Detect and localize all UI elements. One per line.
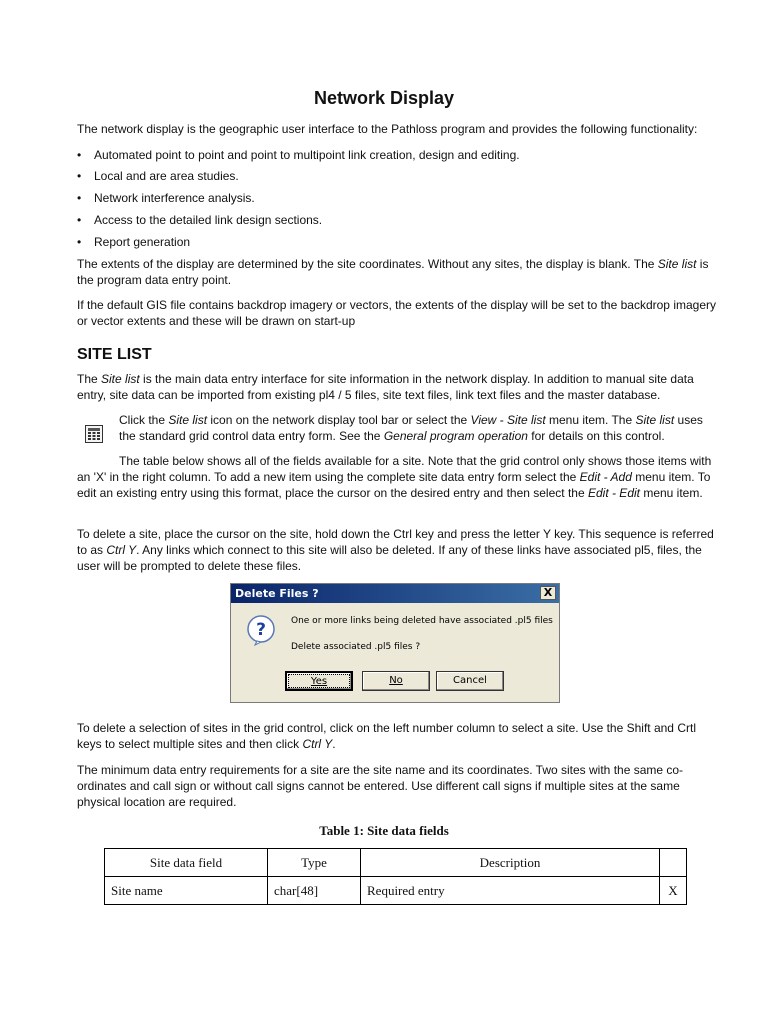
text: To delete a site, place the cursor on the site, hold down the Ctrl key and press the letter Y key. This sequence is referred to as <box>77 527 714 557</box>
dialog-close-button[interactable]: X <box>540 586 556 600</box>
emphasis-text: View - Site list <box>470 413 546 427</box>
bullet-dot: • <box>77 169 82 183</box>
table-header-cell <box>660 849 687 877</box>
bullet-dot: • <box>77 213 82 227</box>
emphasis-text: Ctrl Y <box>106 543 137 557</box>
dialog-title-bar: Delete Files ? <box>231 584 559 603</box>
text: for details on this control. <box>527 429 665 443</box>
text: . <box>332 737 336 751</box>
table-cell: Required entry <box>361 877 660 905</box>
dialog-message-line-2: Delete associated .pl5 files ? <box>291 642 421 652</box>
text: The <box>77 372 102 386</box>
click-paragraph <box>119 412 719 444</box>
bullet-text: Local and are area studies. <box>94 169 239 183</box>
text: menu item. The <box>545 413 636 427</box>
no-button[interactable]: No <box>362 671 430 691</box>
text: . Any links which connect to this site will also be deleted. If any of these links have associated pl5, files, the user will be prompted to delete these files. <box>77 543 702 573</box>
bullet-text: Automated point to point and point to multipoint link creation, design and editing. <box>94 148 520 162</box>
emphasis-text: Site list <box>657 257 697 271</box>
emphasis-text: Edit - Add <box>579 470 632 484</box>
minimum-requirements-paragraph: The minimum data entry requirements for a site are the site name and its coordinates. Two sites with the same co-ordinates and call sign or without call signs cannot be entered. Use different call signs if multiple sites at the same physical location are required. <box>77 763 684 809</box>
site-data-fields-table <box>104 848 687 905</box>
bullet-dot: • <box>77 191 82 205</box>
bullet-dot: • <box>77 235 82 249</box>
text: To delete a selection of sites in the grid control, click on the left number column to select a site. Use the Shift and Crtl keys to select multiple sites and then click <box>77 721 696 751</box>
emphasis-text: Ctrl Y <box>302 737 333 751</box>
table-cell: Site name <box>105 877 268 905</box>
table-header-cell: Type <box>268 849 361 877</box>
bullet-text: Access to the detailed link design sections. <box>94 213 323 227</box>
table-row <box>105 877 687 905</box>
emphasis-text: Site list <box>168 413 208 427</box>
gis-paragraph: If the default GIS file contains backdrop imagery or vectors, the extents of the display will be set to the backdrop imagery or vector extents and these will be drawn on start-up <box>77 298 716 328</box>
question-icon <box>245 614 277 646</box>
text: is the program data entry point. <box>77 257 709 287</box>
table-intro-paragraph <box>77 453 717 501</box>
delete-paragraph <box>77 526 717 574</box>
table-cell: X <box>660 877 687 905</box>
delete-files-dialog <box>230 583 560 703</box>
text: uses the standard grid control data entry form. See the <box>119 413 703 443</box>
bullet-text: Report generation <box>94 235 191 249</box>
text: menu item. <box>640 486 703 500</box>
intro-paragraph: The network display is the geographic user interface to the Pathloss program and provides the following functionality: <box>77 122 698 136</box>
bullet-text: Network interference analysis. <box>94 191 255 205</box>
svg-text:?: ? <box>256 620 266 640</box>
emphasis-text: Site list <box>101 372 140 386</box>
text: menu item. To edit an existing entry using this format, place the cursor on the desired entry and then select the <box>77 470 711 500</box>
section-heading-site-list: SITE LIST <box>77 346 152 363</box>
emphasis-text: Edit - Edit <box>587 486 640 500</box>
text: Click the <box>119 413 169 427</box>
yes-button[interactable]: Yes <box>285 671 353 691</box>
site-list-grid-icon <box>85 425 103 443</box>
table-header-cell: Description <box>361 849 660 877</box>
text: The extents of the display are determined by the site coordinates. Without any sites, the display is blank. The <box>77 257 658 271</box>
bullet-dot: • <box>77 148 82 162</box>
emphasis-text: General program operation <box>383 429 528 443</box>
emphasis-text: Site list <box>635 413 675 427</box>
text: is the main data entry interface for site information in the network display. In addition to manual site data entry, site data can be imported from existing pl4 / 5 files, site text files, link text files and the master database. <box>77 372 694 402</box>
extents-paragraph <box>77 256 717 288</box>
table-caption: Table 1: Site data fields <box>319 823 449 838</box>
page-title: Network Display <box>313 88 455 108</box>
table-header-row <box>105 849 687 877</box>
selection-paragraph <box>77 720 717 752</box>
text: The table below shows all of the fields available for a site. Note that the grid control only shows those items with an 'X' in the right column. To add a new item using the complete site data entry form select the <box>77 454 712 484</box>
dialog-message-line-1: One or more links being deleted have associated .pl5 files <box>291 616 553 626</box>
site-list-paragraph <box>77 371 717 403</box>
text: icon on the network display tool bar or select the <box>207 413 471 427</box>
cancel-button[interactable]: Cancel <box>436 671 504 691</box>
table-header-cell: Site data field <box>105 849 268 877</box>
table-cell: char[48] <box>268 877 361 905</box>
